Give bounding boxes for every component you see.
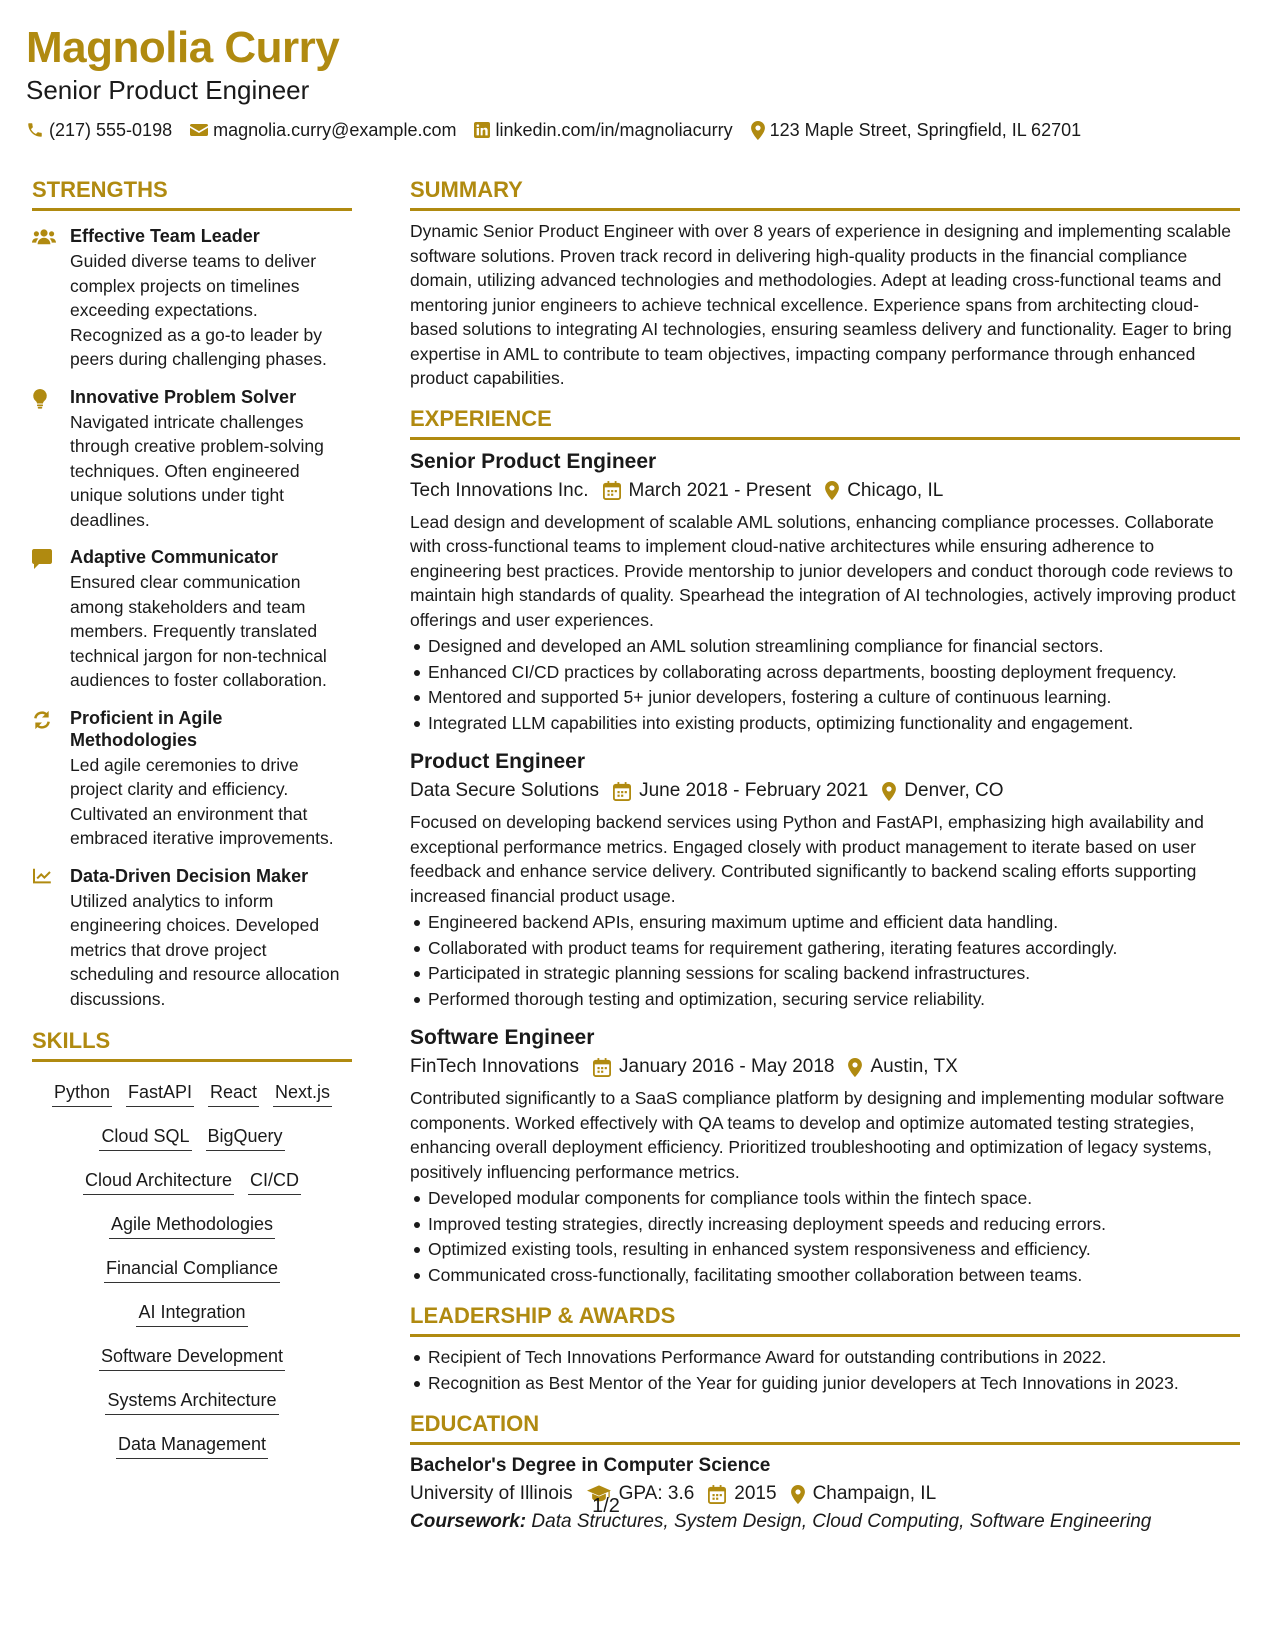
phone-text: (217) 555-0198 [49,120,173,140]
strength-description: Led agile ceremonies to drive project clarity and efficiency. Cultivated an environment that embraced iterative improvements. [70,754,334,848]
map-marker-icon [882,782,896,801]
strength-item [32,707,352,851]
users-icon [32,228,56,246]
bullet-item: Designed and developed an AML solution streamlining compliance for financial sectors. [410,634,1240,660]
job-entry [410,748,1240,1012]
strength-description: Utilized analytics to inform engineering choices. Developed metrics that drove project scheduling and resource allocation discussions. [70,890,340,1009]
job-title: Software Engineer [410,1026,595,1049]
strengths-list [32,219,352,1011]
bullet-item: Recognition as Best Mentor of the Year for guiding junior developers at Tech Innovations in 2023. [410,1371,1240,1397]
skill-tag: AI Integration [136,1300,247,1327]
job-description: Lead design and development of scalable AML solutions, enhancing compliance processes. Collaborate with cross-functional teams to implement cloud-native architectures while ensuring adherence to engineering best practices. Provide mentorship to junior developers and conduct thorough code reviews to maintain high standards of quality. Spearhead the integration of AI technologies, actively improving product offerings and user experiences. [410,511,1236,630]
strength-name: Proficient in Agile Methodologies [70,707,223,750]
bullet-item: Collaborated with product teams for requirement gathering, iterating features accordingly. [410,936,1240,962]
bullet-item: Improved testing strategies, directly increasing deployment speeds and reducing errors. [410,1212,1240,1238]
job-bullets [410,1186,1240,1288]
job-description: Focused on developing backend services using Python and FastAPI, emphasizing high availability and exceptional performance metrics. Engaged closely with product management to iterate based on user feedback and enhance service delivery. Contributed significantly to backend scaling efforts supporting increased financial product usage. [410,812,1204,906]
skill-tag: Systems Architecture [105,1388,278,1415]
gpa-text: GPA: 3.6 [618,1483,695,1504]
comment-icon [32,549,52,569]
map-marker-icon [825,481,839,500]
graduation-year: 2015 [734,1483,777,1504]
page-number: 1/2 [592,1495,620,1517]
job-bullets [410,910,1240,1012]
coursework-list: Data Structures, System Design, Cloud Computing, Software Engineering [531,1511,1152,1532]
contact-phone [26,118,172,142]
strength-description: Ensured clear communication among stakeholders and team members. Frequently translated technical jargon for non-technical audiences to foster collaboration. [70,572,327,690]
calendar-icon [613,782,631,801]
bullet-item: Developed modular components for compliance tools within the fintech space. [410,1186,1240,1212]
job-title: Senior Product Engineer [410,449,657,473]
job-dates: June 2018 - February 2021 [639,780,869,801]
envelope-icon [190,122,208,138]
skill-tag: Agile Methodologies [109,1212,275,1239]
job-location: Chicago, IL [847,479,944,501]
skill-tag: Cloud SQL [99,1124,191,1151]
job-location: Denver, CO [904,780,1004,801]
map-marker-icon [848,1058,862,1077]
skill-tag: Data Management [116,1432,268,1459]
job-dates: January 2016 - May 2018 [619,1056,835,1077]
linkedin-text[interactable]: linkedin.com/in/magnoliacurry [495,120,733,140]
contact-address [751,118,1082,142]
skills-heading: SKILLS [32,1027,352,1062]
skill-tag: CI/CD [248,1168,301,1195]
candidate-name: Magnolia Curry [26,23,340,72]
job-meta [410,778,1240,804]
bullet-item: Integrated LLM capabilities into existing products, optimizing functionality and engagement. [410,711,1240,737]
skill-tag: React [208,1080,259,1107]
skill-tag: Financial Compliance [104,1256,280,1283]
summary-text: Dynamic Senior Product Engineer with over 8 years of experience in designing and implementing scalable software solutions. Proven track record in delivering high-quality products in the financial compliance domain, utilizing advanced technologies and methodologies. Adept at leading cross-functional teams and mentoring junior engineers to achieve technical excellence. Experience spans from architecting cloud-based solutions to integrating AI technologies, ensuring seamless delivery and functionality. Eager to bring expertise in AML to contribute to team objectives, impacting company performance through enhanced product capabilities. [410,221,1232,388]
skill-tag: FastAPI [126,1080,194,1107]
address-text: 123 Maple Street, Springfield, IL 62701 [769,120,1082,140]
contact-email[interactable] [190,118,456,142]
map-marker-icon [751,121,765,140]
calendar-icon [603,481,621,500]
strength-name: Adaptive Communicator [70,547,279,567]
job-description: Contributed significantly to a SaaS compliance platform by designing and implementing modular software components. Worked effectively with QA teams to develop and optimize automated testing strategies, enhancing overall deployment efficiency. Prioritized troubleshooting and optimization of legacy systems, positively influencing performance metrics. [410,1088,1225,1182]
bullet-item: Engineered backend APIs, ensuring maximum uptime and efficient data handling. [410,910,1240,936]
right-column [410,176,1240,1535]
left-column [32,176,352,1470]
leadership-bullets [410,1345,1240,1396]
job-meta [410,1054,1240,1080]
skill-tag: Software Development [99,1344,285,1371]
bullet-item: Recipient of Tech Innovations Performance Award for outstanding contributions in 2022. [410,1345,1240,1371]
resume-header [26,22,1249,142]
strength-name: Data-Driven Decision Maker [70,865,309,886]
phone-icon [26,121,44,139]
bullet-item: Mentored and supported 5+ junior developers, fostering a culture of continuous learning. [410,685,1240,711]
candidate-title: Senior Product Engineer [26,75,310,105]
contact-linkedin[interactable] [474,118,732,142]
strength-item [32,225,352,372]
strength-item [32,865,352,1012]
chart-line-icon [32,868,52,884]
skill-tag: BigQuery [206,1124,285,1151]
job-entry [410,1024,1240,1288]
job-location: Austin, TX [870,1056,958,1077]
job-dates: March 2021 - Present [628,479,812,501]
calendar-icon [593,1058,611,1077]
education-heading: EDUCATION [410,1410,1240,1445]
contact-bar [26,118,1249,142]
strength-name: Innovative Problem Solver [70,386,297,407]
bullet-item: Enhanced CI/CD practices by collaborating across departments, boosting deployment frequency. [410,660,1240,686]
strengths-heading: STRENGTHS [32,176,352,211]
linkedin-icon [474,122,490,138]
strength-name: Effective Team Leader [70,226,260,246]
strength-item [32,386,352,533]
job-meta [410,478,1240,504]
job-bullets [410,634,1240,736]
degree-name: Bachelor's Degree in Computer Science [410,1455,771,1476]
email-text[interactable]: magnolia.curry@example.com [213,120,457,140]
company-name: Data Secure Solutions [410,780,600,801]
experience-heading: EXPERIENCE [410,405,1240,440]
company-name: Tech Innovations Inc. [410,479,589,501]
bullet-item: Performed thorough testing and optimization, securing service reliability. [410,987,1240,1013]
strength-item [32,546,352,693]
skill-tag: Next.js [273,1080,332,1107]
bullet-item: Optimized existing tools, resulting in enhanced system responsiveness and efficiency. [410,1237,1240,1263]
school-location: Champaign, IL [812,1483,937,1504]
bullet-item: Participated in strategic planning sessions for scaling backend infrastructures. [410,961,1240,987]
skills-list [32,1070,352,1470]
school-name: University of Illinois [410,1483,573,1504]
company-name: FinTech Innovations [410,1056,579,1077]
job-entry [410,448,1240,737]
job-title: Product Engineer [410,750,586,773]
bullet-item: Communicated cross-functionally, facilitating smoother collaboration between teams. [410,1263,1240,1289]
strength-description: Guided diverse teams to deliver complex projects on timelines exceeding expectations. Recognized as a go-to leader by peers during challenging phases. [70,251,327,369]
summary-heading: SUMMARY [410,176,1240,211]
skill-tag: Python [52,1080,112,1107]
sync-icon [32,710,52,730]
leadership-heading: LEADERSHIP & AWARDS [410,1302,1240,1337]
strength-description: Navigated intricate challenges through creative problem-solving techniques. Often engineered unique solutions under tight deadlines. [70,411,324,530]
coursework-label: Coursework: [410,1511,527,1532]
skill-tag: Cloud Architecture [83,1168,234,1195]
lightbulb-icon [32,389,48,409]
